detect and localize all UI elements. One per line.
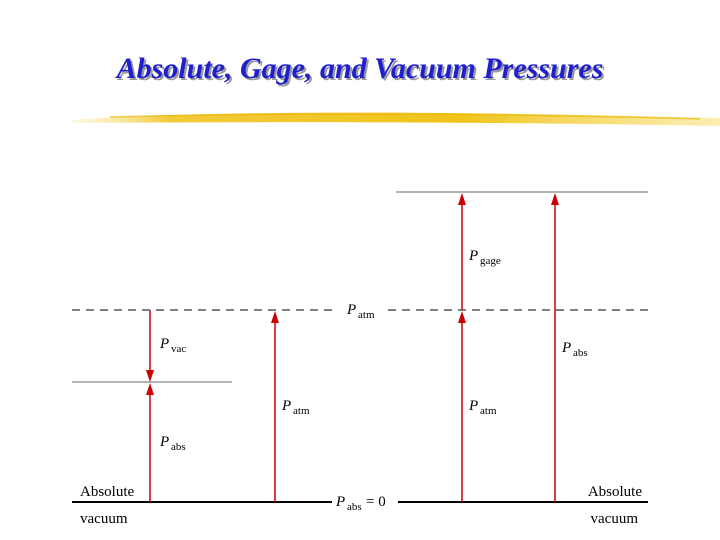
p-atm-arrow-left xyxy=(271,311,279,502)
label-p-atm-line xyxy=(346,302,375,321)
slide-title: Absolute, Gage, and Vacuum Pressures xyxy=(116,52,604,85)
svg-text:vac: vac xyxy=(171,343,187,355)
svg-text:abs: abs xyxy=(347,501,362,513)
label-p-abs-left xyxy=(159,434,186,453)
svg-text:P: P xyxy=(562,340,572,356)
label-p-gage xyxy=(468,248,501,267)
svg-text:abs: abs xyxy=(573,347,588,359)
title-underline xyxy=(72,113,720,126)
vacuum-label-right: vacuum xyxy=(590,511,638,527)
p-abs-arrow-right xyxy=(551,193,559,502)
svg-text:P: P xyxy=(469,248,479,264)
label-p-abs-right xyxy=(561,340,588,359)
absolute-label-left: Absolute xyxy=(80,484,135,500)
p-vac-arrow xyxy=(146,310,154,382)
label-p-atm-left xyxy=(281,398,310,417)
label-p-vac xyxy=(159,336,186,355)
vacuum-label-left: vacuum xyxy=(80,511,128,527)
svg-text:P: P xyxy=(347,302,357,318)
svg-text:gage: gage xyxy=(480,255,501,267)
label-p-abs-zero xyxy=(335,494,386,513)
p-gage-arrow xyxy=(458,193,466,310)
svg-text:atm: atm xyxy=(293,405,310,417)
p-atm-arrow-right xyxy=(458,311,466,502)
svg-text:abs: abs xyxy=(171,441,186,453)
svg-text:atm: atm xyxy=(358,309,375,321)
svg-text:P: P xyxy=(160,336,170,352)
svg-text:= 0: = 0 xyxy=(366,494,386,510)
svg-text:P: P xyxy=(160,434,170,450)
svg-text:atm: atm xyxy=(480,405,497,417)
label-p-atm-right xyxy=(468,398,497,417)
svg-text:P: P xyxy=(336,494,346,510)
p-abs-arrow-left xyxy=(146,383,154,502)
absolute-label-right: Absolute xyxy=(587,484,642,500)
svg-text:P: P xyxy=(469,398,479,414)
svg-text:P: P xyxy=(282,398,292,414)
